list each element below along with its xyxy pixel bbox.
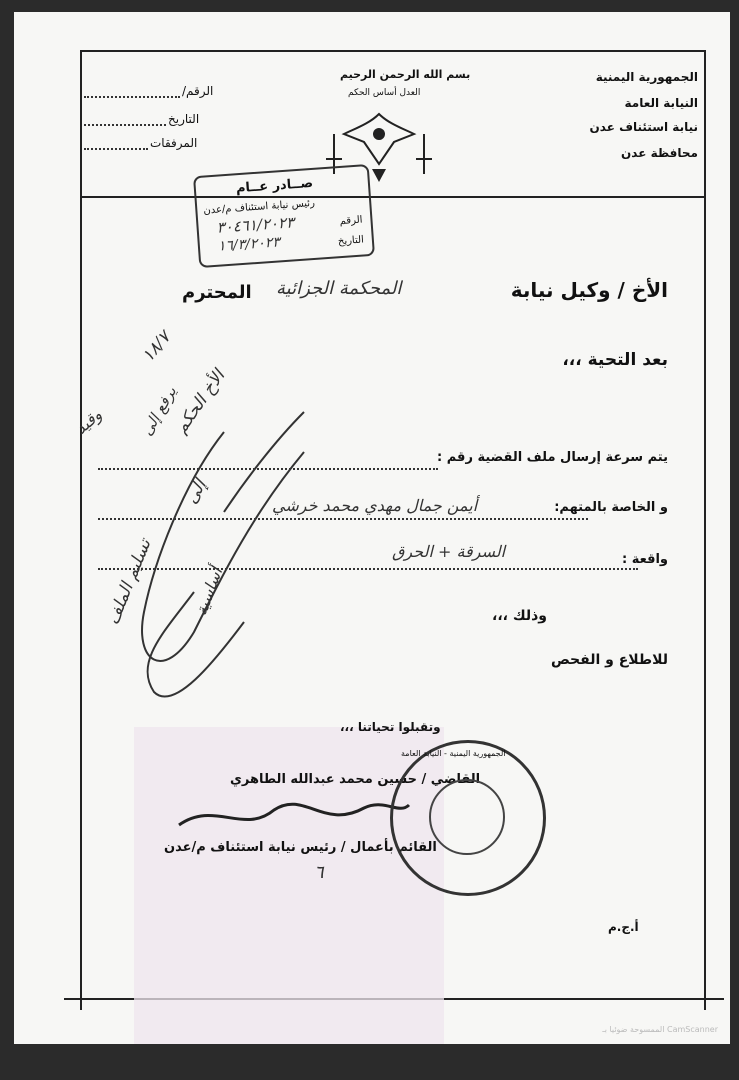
- incident-label: واقعة :: [622, 552, 668, 567]
- case-number-label: يتم سرعة إرسال ملف القضية رقم :: [437, 450, 668, 465]
- ref-number-label: الرقم/: [182, 84, 214, 98]
- date-label: التاريخ: [168, 112, 200, 126]
- stamp-date: ١٦/٣/٢٠٢٣: [217, 234, 281, 255]
- outgoing-stamp: [193, 164, 375, 268]
- header-left-line-2: النيابة العامة: [624, 96, 698, 110]
- judge-name: القاضي / حسين محمد عبدالله الطاهري: [230, 772, 481, 787]
- scanner-watermark-prefix: الممسوحة ضوئيا بـ: [602, 1025, 665, 1034]
- attachments-dots: [84, 148, 148, 150]
- header-left-line-3: نيابة استئناف عدن: [589, 120, 698, 134]
- ref-number-dots: [84, 96, 180, 98]
- stamp-date-label: التاريخ: [337, 234, 365, 248]
- closing-and-that: وذلك ،،،: [492, 608, 548, 624]
- stamp-office: رئيس نيابة استئناف م/عدن: [203, 197, 316, 217]
- side-note-line-6: أساسية: [191, 564, 227, 619]
- stamp-title: صــادر عــام: [235, 175, 314, 197]
- side-note-line-1: الأخ الحكم: [171, 366, 230, 438]
- document-page: [14, 12, 730, 1044]
- judge-title: القائم بأعمال / رئيس نيابة استئناف م/عدن: [164, 840, 437, 855]
- stamp-number-label: الرقم: [339, 214, 363, 228]
- side-note-line-4: تسليم الملف: [102, 536, 156, 628]
- footer-id: أ.ج.م: [608, 920, 639, 934]
- scanner-watermark: [602, 1025, 718, 1034]
- side-note-date: ١٨/٧: [138, 327, 175, 367]
- scanner-watermark-name: CamScanner: [666, 1025, 718, 1034]
- greeting: بعد التحية ،،،: [562, 350, 668, 370]
- respect-line: وتقبلوا تحياتنا ،،،: [340, 720, 441, 734]
- right-border: [704, 50, 706, 1010]
- closing-purpose: للاطلاع و الفحص: [550, 652, 668, 668]
- official-seal: [390, 740, 546, 896]
- stamp-number: ٣٠٤٦١/٢٠٢٣: [216, 213, 295, 237]
- signature-scribble: [174, 790, 414, 840]
- side-note-line-5: إلى: [181, 476, 211, 508]
- side-note-line-3: وقيد: [71, 405, 106, 438]
- seal-emblem-icon: [429, 779, 505, 855]
- side-note-line-2: يرفع إلى: [137, 383, 181, 439]
- seal-text: الجمهورية اليمنية - النيابة العامة: [401, 749, 506, 758]
- basmala: بسم الله الرحمن الرحيم: [340, 68, 471, 81]
- header-divider: [80, 196, 706, 198]
- addressee-handwritten: المحكمة الجزائية: [276, 278, 402, 299]
- emblem-motto: العدل أساس الحكم: [348, 88, 421, 98]
- top-border: [80, 50, 706, 52]
- attachments-label: المرفقات: [150, 136, 198, 150]
- accused-name: أيمن جمال مهدي محمد خرشي: [272, 496, 478, 515]
- accused-label: و الخاصة بالمتهم:: [554, 500, 668, 515]
- side-note-scribble: [74, 332, 324, 712]
- signature-mark: ٦: [314, 862, 324, 883]
- date-dots: [84, 124, 166, 126]
- header-left-line-4: محافظة عدن: [621, 146, 698, 160]
- addressee-suffix: المحترم: [182, 282, 252, 303]
- addressee-printed: الأخ / وكيل نيابة: [510, 278, 668, 302]
- header-left-line-1: الجمهورية اليمنية: [595, 70, 698, 84]
- incident-value: السرقة + الحرق: [392, 542, 506, 561]
